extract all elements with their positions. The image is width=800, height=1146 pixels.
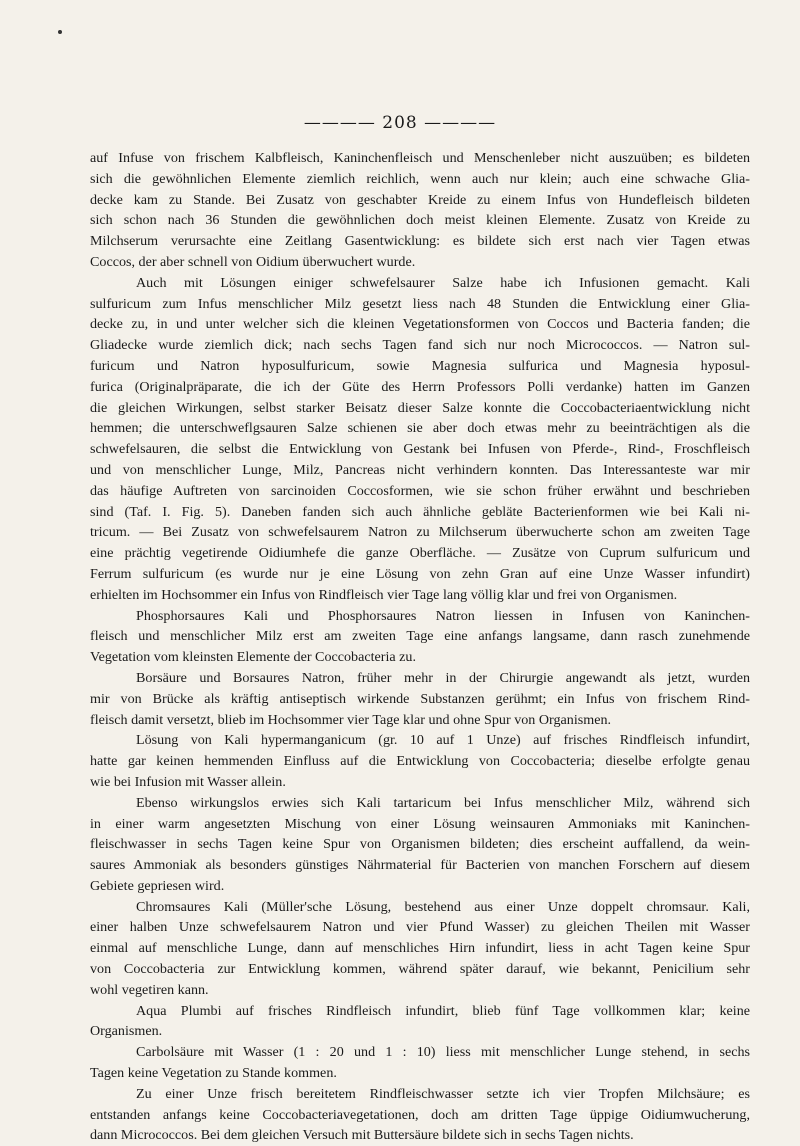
text-line: Auch mit Lösungen einiger schwefelsaurer Salze habe ich Infusionen gemacht. Kali [136,274,750,291]
text-line: Organismen. [90,1023,163,1040]
text-line: Gebiete gepriesen wird. [90,877,225,894]
text-line: Borsäure und Borsaures Natron, früher mehr in der Chirurgie angewandt als jetzt, wurden [136,669,750,686]
text-line: das häufige Auftreten von sarcinoiden Coccosformen, wie sie schon früher erwähnt und beschrieben [90,482,750,499]
text-line: sind (Taf. I. Fig. 5). Daneben fanden sich auch ähnliche gebläte Bacterienformen wie bei Kali ni- [90,503,750,520]
text-line: auf Infuse von frischem Kalbfleisch, Kaninchenfleisch und Menschenleber nicht auszuüben; es bildeten [90,150,750,166]
text-line: dann Micrococcos. Bei dem gleichen Versuch mit Buttersäure bildete sich in sechs Tagen nichts. [90,1127,634,1144]
text-line: in einer warm angesetzten Mischung von einer Lösung weinsauren Ammoniaks mit Kaninchen- [90,815,750,832]
ink-speck [58,30,62,34]
text-line: Coccos, der aber schnell von Oidium überwuchert wurde. [90,253,416,270]
text-line: Zu einer Unze frisch bereitetem Rindfleischwasser setzte ich vier Tropfen Milchsäure; es [136,1085,750,1102]
text-line: Ferrum sulfuricum (es wurde nur je eine Lösung von zehn Gran auf eine Unze Wasser infundirt) [90,565,750,582]
text-line: eine prächtig vegetirende Oidiumhefe die ganze Oberfläche. — Zusätze von Cuprum sulfuricum und [90,545,750,562]
text-line: tricum. — Bei Zusatz von schwefelsaurem Natron zu Milchserum überwucherte schon am zweiten Tage [90,524,750,541]
text-line: Tagen keine Vegetation zu Stande kommen. [90,1065,337,1082]
text-line: erhielten im Hochsommer ein Infus von Rindfleisch vier Tage lang völlig klar und frei von Organismen. [90,586,678,603]
text-line: decke zu, in und unter welcher sich die kleinen Vegetationsformen von Coccos und Bacteria fanden; die [90,316,750,333]
text-line: Aqua Plumbi auf frisches Rindfleisch infundirt, blieb fünf Tage vollkommen klar; keine [136,1002,750,1019]
text-line: furicum und Natron hyposulfuricum, sowie Magnesia sulfurica und Magnesia hyposul- [90,357,750,374]
text-line: wohl vegetiren kann. [90,981,209,998]
text-line: saures Ammoniak als besonders günstiges Nährmaterial für Bacterien von manchen Forschern auf diesem [90,857,750,874]
text-line: fleisch damit versetzt, blieb im Hochsommer vier Tage klar und ohne Spur von Organismen. [90,711,612,728]
page-number: ———— 208 ———— [303,113,497,133]
text-line: und von menschlicher Lunge, Milz, Pancreas nicht verhindern konnten. Das Interessanteste war mir [90,461,750,478]
text-line: fleischwasser in sechs Tagen keine Spur von Organismen bildeten; dies erscheint auffallend, da wein- [90,836,750,853]
text-line: sich schon nach 36 Stunden die gewöhnlichen doch meist kleinen Elemente. Zusatz von Kreide zu [90,212,750,229]
text-line: Milchserum verursachte eine Zeitlang Gasentwicklung: es bildete sich erst nach vier Tagen etwas [90,233,750,250]
text-line: furica (Originalpräparate, die ich der Güte des Herrn Professors Polli verdanke) hatten im Ganzen [90,378,750,395]
text-line: sich die gewöhnlichen Elemente ziemlich reichlich, wenn auch nur klein; auch eine schwache Glia- [90,170,750,187]
text-line: entstanden anfangs keine Coccobacteriavegetationen, doch am dritten Tage üppige Oidiumwucherung, [90,1106,750,1123]
text-line: Carbolsäure mit Wasser (1 : 20 und 1 : 10) liess mit menschlicher Lunge stehend, in sechs [136,1044,750,1061]
text-line: Gliadecke wurde ziemlich dick; nach sechs Tagen fand sich nur noch Micrococcos. — Natron sul- [90,337,750,354]
text-line: hatte gar keinen hemmenden Einfluss auf die Entwicklung von Coccobacteria; dieselbe erfolgte genau [90,753,750,770]
body-text [90,148,750,1146]
text-line: von Coccobacteria zur Entwicklung kommen, während später darauf, wie bekannt, Penicilium sehr [90,961,750,978]
text-line: Lösung von Kali hypermanganicum (gr. 10 auf 1 Unze) auf frisches Rindfleisch infundirt, [136,732,750,749]
text-line: einer halben Unze schwefelsaurem Natron und vier Pfund Wasser) zu gleichen Theilen mit Wasser [90,919,750,936]
text-line: Vegetation vom kleinsten Elemente der Coccobacteria zu. [90,649,416,666]
text-line: sulfuricum zum Infus menschlicher Milz gesetzt liess nach 48 Stunden die Entwicklung einer Glia- [90,295,750,312]
text-line: fleisch und menschlicher Milz erst am zweiten Tage eine anfangs langsame, dann rasch zunehmende [90,628,750,645]
text-line: mir von Brücke als kräftig antiseptisch wirkende Substanzen gerühmt; ein Infus von frischem Rind- [90,690,750,707]
text-line: decke kam zu Stande. Bei Zusatz von geschabter Kreide zu einem Infus von Hundefleisch bildeten [90,191,750,208]
text-line: schwefelsauren, die selbst die Entwicklung von Gestank bei Infusen von Pferde-, Rind-, Froschfleisch [90,441,750,458]
text-line: die gleichen Wirkungen, selbst starker Beisatz dieser Salze konnte die Coccobacteriaentwicklung nicht [90,399,750,416]
text-line: hemmen; die unterschweflgsauren Salze schienen sie aber doch etwas mehr zu beeinträchtigen als die [90,420,750,437]
text-line: wie bei Infusion mit Wasser allein. [90,773,286,790]
text-line: einmal auf menschliche Lunge, dann auf menschliches Hirn infundirt, liess in acht Tagen keine Spur [90,940,750,957]
text-line: Ebenso wirkungslos erwies sich Kali tartaricum bei Infus menschlicher Milz, während sich [136,794,750,811]
text-line: Phosphorsaures Kali und Phosphorsaures Natron liessen in Infusen von Kaninchen- [136,607,750,624]
text-line: Chromsaures Kali (Müller'sche Lösung, bestehend aus einer Unze doppelt chromsaur. Kali, [136,898,750,915]
